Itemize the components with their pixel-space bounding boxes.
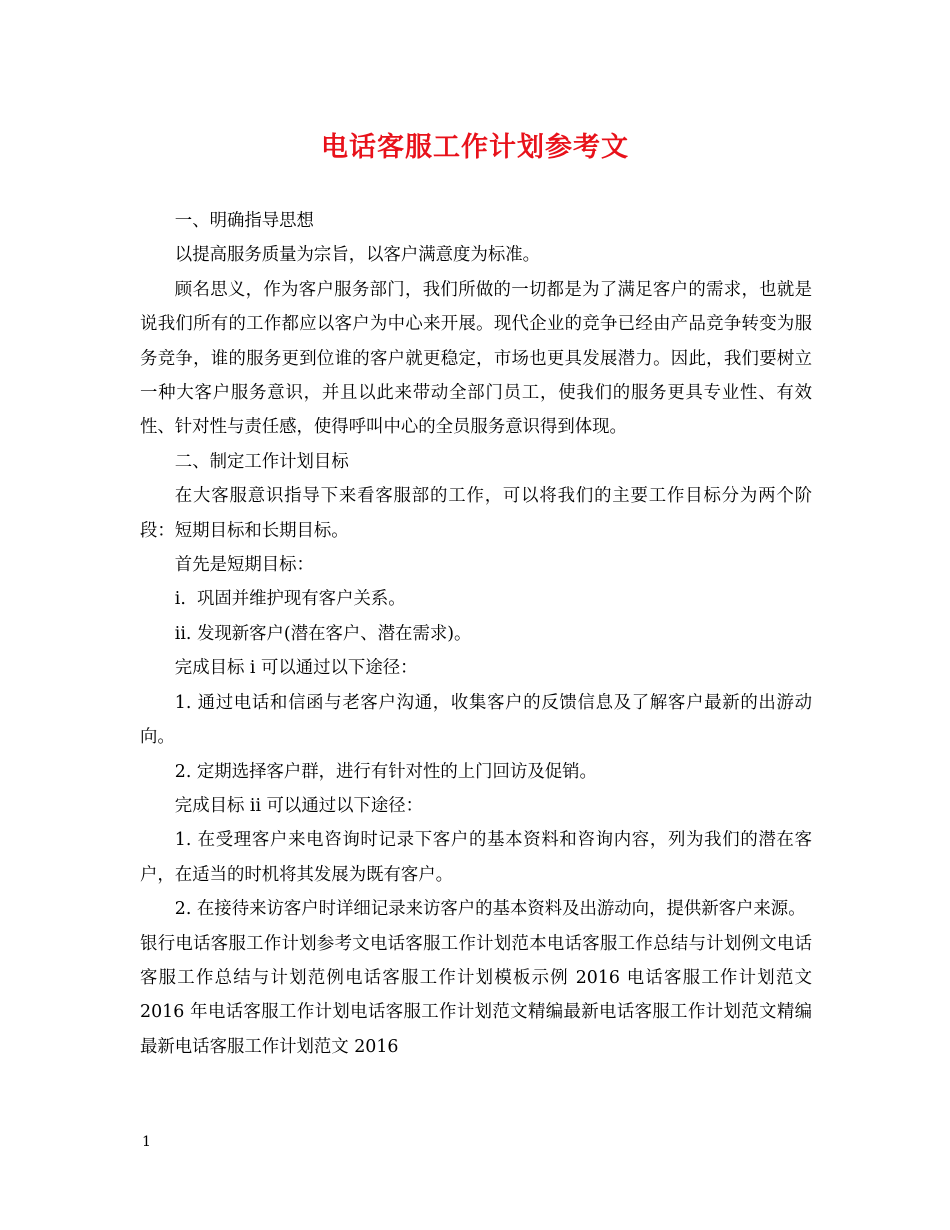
list-item: i. 巩固并维护现有客户关系。 [174, 589, 406, 610]
section-heading-2: 二、制定工作计划目标 [174, 451, 349, 472]
list-item: 2. 定期选择客户群，进行有针对性的上门回访及促销。 [174, 761, 597, 782]
document-title: 电话客服工作计划参考文 [321, 132, 629, 163]
body-paragraph: 完成目标 i 可以通过以下途径： [174, 658, 418, 679]
list-item: 2. 在接待来访客户时详细记录来访客户的基本资料及出游动向，提供新客户来源。 [174, 899, 806, 920]
page-number: 1 [142, 1134, 151, 1150]
section-heading-1: 一、明确指导思想 [174, 211, 314, 231]
list-item: 1. 通过电话和信函与老客户沟通，收集客户的反馈信息及了解客户最新的出游动向。 [140, 692, 812, 748]
list-item: 1. 在受理客户来电咨询时记录下客户的基本资料和咨询内容，列为我们的潜在客户，在适当的时机将其发展为既有客户。 [140, 830, 812, 885]
body-paragraph: 完成目标 ii 可以通过以下途径： [174, 795, 424, 816]
body-paragraph: 顾名思义，作为客户服务部门，我们所做的一切都是为了满足客户的需求，也就是说我们所有的工作都应以客户为中心来开展。现代企业的竞争已经由产品竞争转变为服务竞争，谁的服务更到位谁的客户就更稳定，市场也更具发展潜力。因此，我们要树立一种大客户服务意识，并且以此来带动全部门员工，使我们的服务更具专业性、有效性、针对性与责任感，使得呼叫中心的全员服务意识得到体现。 [140, 279, 812, 438]
related-links-text: 银行电话客服工作计划参考文电话客服工作计划范本电话客服工作总结与计划例文电话客服工作总结与计划范例电话客服工作计划模板示例 2016 电话客服工作计划范文 2016 年电话客服工作计划电话客服工作计划范文精编最新电话客服工作计划范文精编最新电话客服工作计划范文 2016 [140, 933, 812, 1057]
body-paragraph: 以提高服务质量为宗旨，以客户满意度为标准。 [174, 245, 541, 266]
document-body [140, 204, 812, 1064]
body-paragraph: 首先是短期目标： [174, 555, 314, 576]
body-paragraph: 在大客服意识指导下来看客服部的工作，可以将我们的主要工作目标分为两个阶段：短期目标和长期目标。 [140, 486, 812, 541]
list-item: ii. 发现新客户(潜在客户、潜在需求)。 [174, 623, 472, 644]
